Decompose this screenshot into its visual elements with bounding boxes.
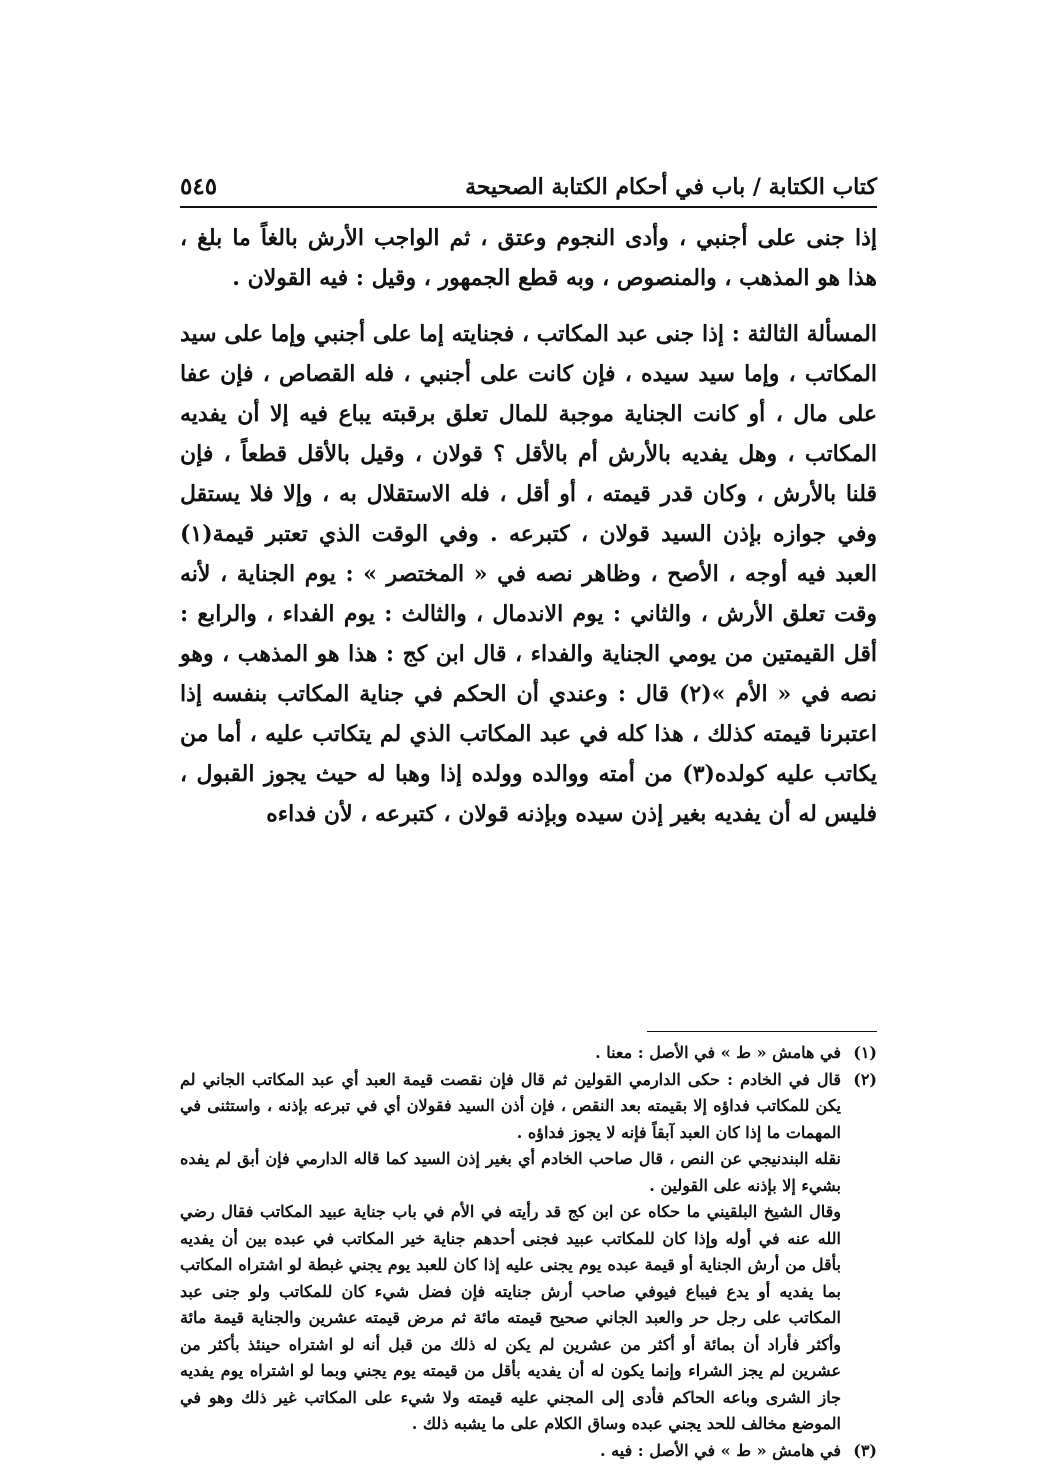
footnote-text: في هامش « ط » في الأصل : معنا . — [595, 1043, 841, 1062]
paragraph-2-body: : إذا جنى عبد المكاتب ، فجنايته إما على أجنبي وإما على سيد المكاتب ، وإما سيد سيده ، فإن كانت على أجنبي ، فله القصاص ، فإن عفا على مال ، أو كانت الجناية موجبة للمال تعلق برقبته يباع فيه إلا أن يفديه المكاتب ، وهل يفديه بالأرش أم بالأقل ؟ قولان ، وقيل بالأقل قطعاً ، فإن قلنا بالأرش ، وكان قدر قيمته ، أو أقل ، فله الاستقلال به ، وإلا فلا يستقل وفي جوازه بإذن السيد قولان ، كتبرعه . وفي الوقت الذي تعتبر قيمة(١) العبد فيه أوجه ، الأصح ، وظاهر نصه في « المختصر » : يوم الجناية ، لأنه وقت تعلق الأرش ، والثاني : يوم الاندمال ، والثالث : يوم الفداء ، والرابع : أقل القيمتين من يومي الجناية والفداء ، قال ابن كج : هذا هو المذهب ، وهو نصه في « الأم »(٢) قال : وعندي أن الحكم في جناية المكاتب بنفسه إذا اعتبرنا قيمته كذلك ، هذا كله في عبد المكاتب الذي لم يتكاتب عليه ، أما من يكاتب عليه كولده(٣) من أمته ووالده وولده إذا وهبا له حيث يجوز القبول ، فليس له أن يفديه بغير إذن سيده وبإذنه قولان ، كتبرعه ، لأن فداءه — [180, 321, 878, 827]
footnote — [180, 1040, 877, 1067]
footnote-number: (٣) — [853, 1440, 877, 1460]
header-title: كتاب الكتابة / باب في أحكام الكتابة الصحيحة — [465, 174, 877, 200]
footnote — [180, 1067, 877, 1147]
footnote-continuation: وقال الشيخ البلقيني ما حكاه عن ابن كج قد رأيته في الأم في باب جناية عبيد المكاتب فقال رضي الله عنه في أوله وإذا كان للمكاتب عبيد فجنى أحدهم جناية خير المكاتب في عبده بين أن يفديه بأقل من أرش الجناية أو قيمة عبده يوم يجنى عليه إذا كان للعبد يوم يجني غبطة لو اشتراه المكاتب بما يفديه أو يدع فيباع فيوفي صاحب أرش جنايته فإن فضل شيء كان للمكاتب ولو جنى عبد المكاتب على رجل حر والعبد الجاني صحيح قيمته مائة ثم مرض قيمته عشرين والجناية قيمة مائة وأكثر فأراد أن بمائة أو أكثر من عشرين لم يكن له ذلك من قبل أنه لو اشتراه حينئذ بأكثر من عشرين لم يجز الشراء وإنما يكون له أن يفديه بأقل من قيمته يوم يجني وبما لو اشتراه يوم يفديه جاز الشرى وباعه الحاكم فأدى إلى المجني عليه قيمته ولا شيء على المكاتب غير ذلك وهو في الموضع مخالف للحد يجني عبده وساق الكلام على ما يشبه ذلك . — [180, 1202, 842, 1433]
footnote-number: (٢) — [853, 1069, 877, 1089]
footnote-separator — [647, 1031, 877, 1032]
main-text — [180, 218, 877, 834]
footnote-continuation: نقله البندنيجي عن النص ، قال صاحب الخادم أي بغير إذن السيد كما قاله الدارمي فإن أبق لم يفده بشيء إلا بإذنه على القولين . — [180, 1149, 842, 1195]
footnote-number: (١) — [853, 1043, 877, 1062]
page-number: ٥٤٥ — [180, 173, 218, 200]
footnotes — [180, 1040, 877, 1464]
footnote — [180, 1438, 877, 1465]
issue-heading: المسألة الثالثة — [747, 321, 877, 347]
paragraph-2 — [180, 314, 877, 834]
header-rule — [180, 206, 877, 208]
footnote-text: قال في الخادم : حكى الدارمي القولين ثم قال فإن نقصت قيمة العبد أي عبد المكاتب الجاني لم يكن للمكاتب فداؤه إلا بقيمته بعد النقص ، فإن أذن السيد فقولان أي في تبرعه بإذنه ، واستثنى في المهمات ما إذا كان العبد آبقاً فإنه لا يجوز فداؤه . — [180, 1069, 841, 1142]
footnote-text: في هامش « ط » في الأصل : فيه . — [600, 1440, 841, 1460]
running-header — [180, 152, 877, 200]
paragraph-1: إذا جنى على أجنبي ، وأدى النجوم وعتق ، ثم الواجب الأرش بالغاً ما بلغ ، هذا هو المذهب ، والمنصوص ، وبه قطع الجمهور ، وقيل : فيه القولان . — [180, 225, 877, 291]
